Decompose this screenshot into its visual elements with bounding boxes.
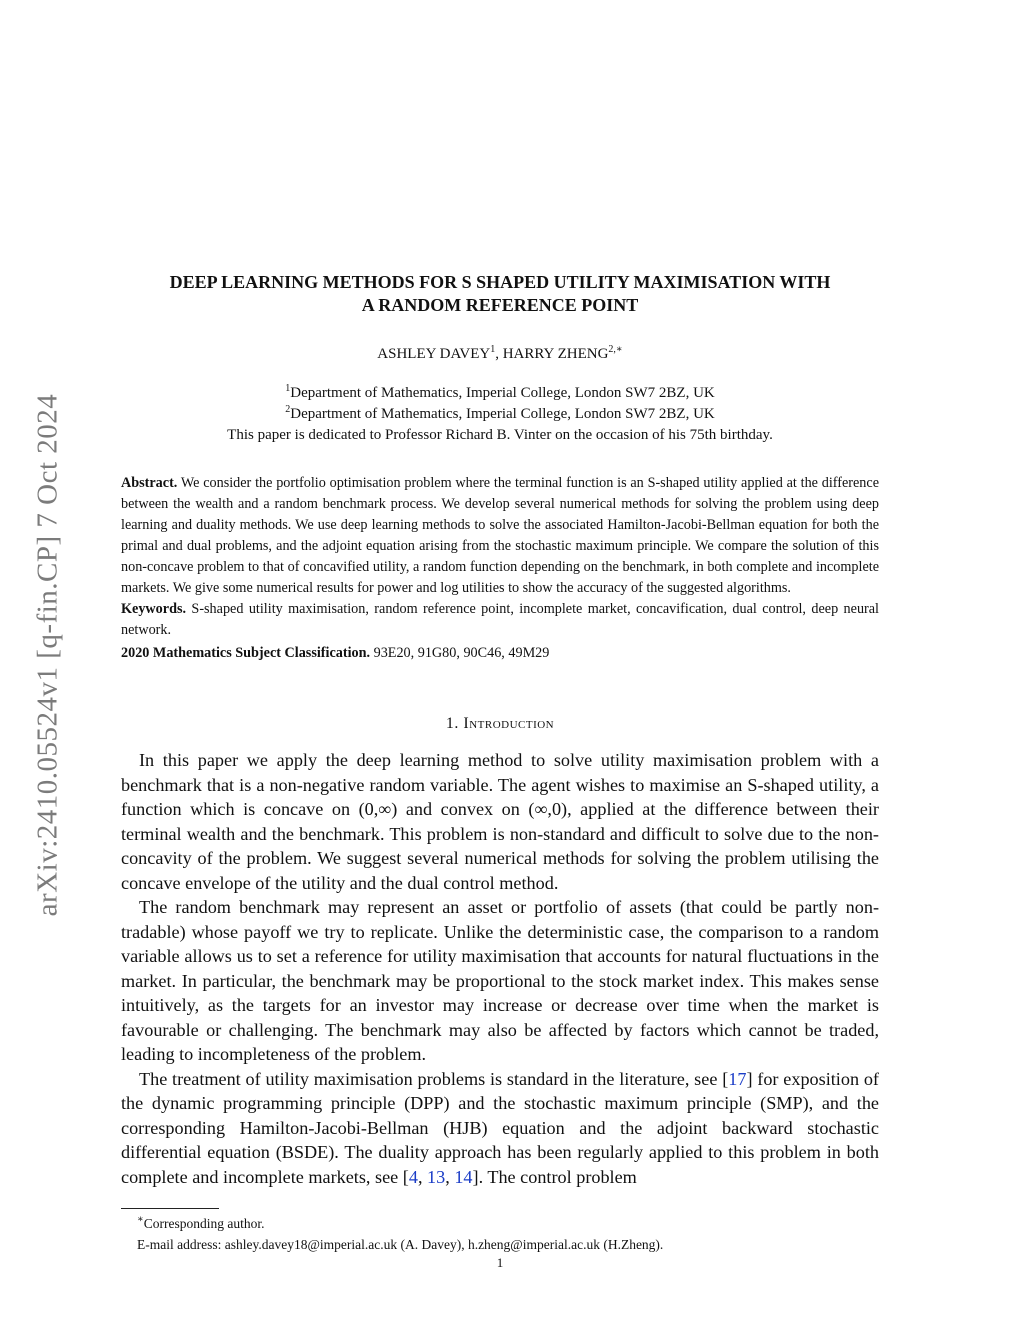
citation-link[interactable]: 17 <box>728 1068 747 1089</box>
abstract-text: We consider the portfolio optimisation problem where the terminal function is an S-shaped utility applied at the difference between the wealth and a random benchmark process. We develop several numerical methods for solving the problem using deep learning and duality methods. We use deep learning methods to solve the associated Hamilton-Jacobi-Bellman equation for both the primal and dual problems, and the adjoint equation arising from the stochastic maximum principle. We compare the solution of this non-concave problem to that of concavified utility, a random function depending on the benchmark, in both complete and incomplete markets. We give some numerical results for power and log utilities to show the accuracy of the suggested algorithms. <box>121 475 879 596</box>
page-number: 1 <box>496 1255 504 1270</box>
citation-separator: , <box>445 1166 455 1187</box>
section-title: Introduction <box>463 715 555 732</box>
affiliations <box>110 383 890 446</box>
abstract <box>121 473 879 599</box>
keywords <box>121 599 879 641</box>
abstract-label: Abstract. <box>121 475 178 491</box>
author-list <box>110 346 890 363</box>
paragraph-3-text-b: ] for exposition of the dynamic programming principle (DPP) and the stochastic maximum principle (SMP), and the corresponding Hamilton-Jacobi-Bellman (HJB) equation and the adjoint backward stochastic differential equation (BSDE). The duality approach has been regularly applied to this problem in both complete and incomplete markets, see [ <box>121 1068 879 1187</box>
keywords-label: Keywords. <box>121 601 187 617</box>
title-line-2: A RANDOM REFERENCE POINT <box>361 295 639 315</box>
author-1: ASHLEY DAVEY <box>377 346 491 362</box>
dedication: This paper is dedicated to Professor Richard B. Vinter on the occasion of his 75th birthday. <box>227 427 773 443</box>
paragraph-3-text-c: ]. The control problem <box>472 1166 637 1187</box>
affiliation-2-text: Department of Mathematics, Imperial College, London SW7 2BZ, UK <box>290 406 715 422</box>
citation-link[interactable]: 13 <box>427 1166 446 1187</box>
section-heading-introduction <box>110 715 890 733</box>
author-separator: , <box>495 346 503 362</box>
introduction-body <box>121 748 879 1189</box>
paragraph-3 <box>121 1067 879 1190</box>
footnote-divider <box>121 1208 219 1209</box>
author-2-affil-mark: 2,∗ <box>608 344 623 355</box>
msc-classification <box>121 643 879 664</box>
author-2: HARRY ZHENG <box>502 346 609 362</box>
affiliation-1 <box>110 383 890 404</box>
footnote-mark: ∗ <box>137 1214 144 1225</box>
paper-title <box>110 271 890 317</box>
author-1-affil-mark: 1 <box>490 344 496 355</box>
title-line-1: DEEP LEARNING METHODS FOR S SHAPED UTILITY MAXIMISATION WITH <box>169 272 831 292</box>
footnote-corresponding <box>121 1213 879 1234</box>
abstract-section <box>121 473 879 664</box>
footnote-corresponding-text: Corresponding author. <box>143 1216 265 1231</box>
affiliation-2-mark: 2 <box>285 404 291 415</box>
arxiv-identifier: arXiv:2410.05524v1 [q-fin.CP] 7 Oct 2024 <box>31 393 64 917</box>
paragraph-1: In this paper we apply the deep learning method to solve utility maximisation problem with a benchmark that is a non-negative random variable. The agent wishes to maximise an S-shaped utility, a function which is concave on (0,∞) and convex on (∞,0), applied at the difference between their terminal wealth and the benchmark. This problem is non-standard and difficult to solve due to the non-concavity of the problem. We suggest several numerical methods for solving the problem utilising the concave envelope of the utility and the dual control method. <box>121 750 879 893</box>
paragraph-3-text-a: The treatment of utility maximisation problems is standard in the literature, see [ <box>139 1068 729 1089</box>
affiliation-1-mark: 1 <box>285 383 291 394</box>
msc-label: 2020 Mathematics Subject Classification. <box>121 645 371 661</box>
footnotes <box>121 1213 879 1255</box>
citation-separator: , <box>417 1166 428 1187</box>
paragraph-2: The random benchmark may represent an asset or portfolio of assets (that could be partly non-tradable) whose payoff we try to replicate. Unlike the deterministic case, the comparison to a random variable allows us to set a reference for utility maximisation that accounts for natural fluctuations in the market. In particular, the benchmark may be proportional to the stock market index. This makes sense intuitively, as the targets for an investor may increase or decrease over time when the market is favourable or challenging. The benchmark may also be affected by factors which cannot be traded, leading to incompleteness of the problem. <box>121 897 879 1064</box>
footnote-email: E-mail address: ashley.davey18@imperial.ac.uk (A. Davey), h.zheng@imperial.ac.uk (H.Zheng). <box>137 1237 664 1252</box>
affiliation-2 <box>110 404 890 425</box>
arxiv-sidebar <box>28 350 68 960</box>
citation-link[interactable]: 4 <box>408 1166 418 1187</box>
citation-link[interactable]: 14 <box>454 1166 473 1187</box>
keywords-text: S-shaped utility maximisation, random reference point, incomplete market, concavification, dual control, deep neural network. <box>121 601 879 638</box>
affiliation-1-text: Department of Mathematics, Imperial College, London SW7 2BZ, UK <box>290 385 715 401</box>
section-number: 1. <box>445 715 464 732</box>
msc-codes: 93E20, 91G80, 90C46, 49M29 <box>370 645 550 661</box>
